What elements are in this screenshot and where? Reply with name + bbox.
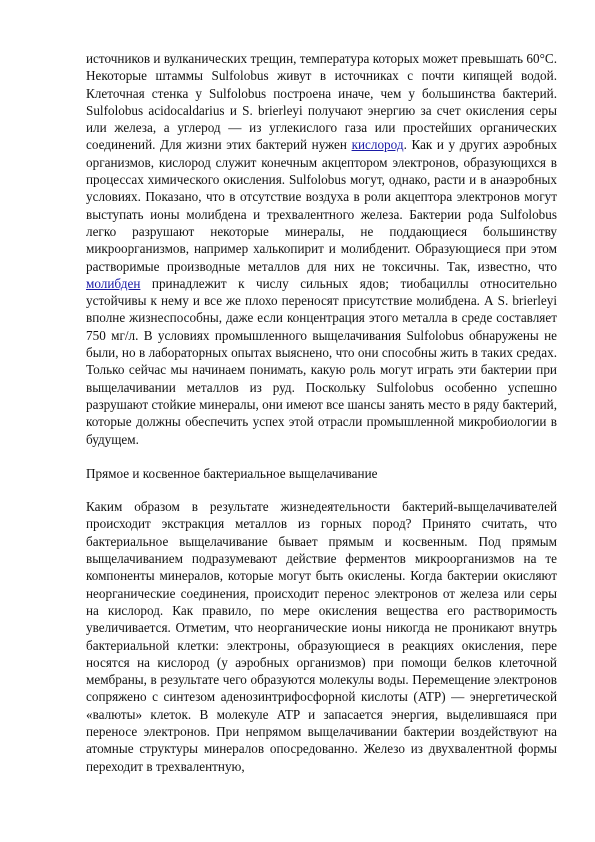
paragraph-sulfolobus <box>86 50 557 448</box>
paragraph-text: принадлежит к числу сильных ядов; тиобациллы относительно устойчивы к нему и все же плохо переносят присутствие молибдена. А S. brierleyi вполне жизнеспособны, даже если концентрация этого металла в среде составляет 750 мг/л. В условиях промышленного выщелачивания Sulfolobus обнаружены не были, но в лабораторных опытах выяснено, что они способны жить в таких средах. Только сейчас мы начинаем понимать, какую роль могут играть эти бактерии при выщелачивании металлов из руд. Поскольку Sulfolobus особенно успешно разрушают стойкие минералы, они имеют все шансы занять место в ряду бактерий, которые должны обеспечить успех этой отрасли промышленной микробиологии в будущем. <box>86 275 557 447</box>
link-oxygen[interactable]: кислород <box>351 137 404 153</box>
link-molybdenum[interactable]: молибден <box>86 275 141 291</box>
paragraph-leaching: Каким образом в результате жизнедеятельности бактерий-выщелачивателей происходит экстракция металлов из горных пород? Принято считать, что бактериальное выщелачивание бывает прямым и косвенным. Под прямым выщелачиванием подразумевают действие ферментов микроорганизмов на те компоненты минералов, которые могут быть окислены. Когда бактерии окисляют неорганические соединения, происходит перенос электронов от железа или серы на кислород. Как правило, по мере окисления вещества его растворимость увеличивается. Отметим, что неорганические ионы никогда не проникают внутрь бактериальной клетки: электроны, образующиеся в реакциях окисления, пере носятся на кислород (у аэробных организмов) при помощи белков клеточной мембраны, в результате чего образуются молекулы воды. Перемещение электронов сопряжено с синтезом аденозинтрифосфорной кислоты (ATP) — энергетической «валюты» клеток. В молекуле ATP и запасается энергия, выделившаяся при переносе электронов. При непрямом выщелачивании бактерии воздействуют на атомные структуры минералов опосредованно. Железо из двухвалентной формы переходит в трехвалентную, <box>86 499 557 774</box>
paragraph-text: источников и вулканических трещин, температура которых может превышать 60°C. Некоторые штаммы Sulfolobus живут в источниках с почти кипящей водой. Клеточная стенка у Sulfolobus построена иначе, чем у большинства бактерий. Sulfolobus acidocaldarius и S. brierleyi получают энергию за счет окисления серы или железа, а углерод — из углекислого газа или простейших органических соединений. Для жизни этих бактерий нужен <box>86 51 557 153</box>
paragraph-text: . Как и у других аэробных организмов, кислород служит конечным акцептором электронов, образующихся в процессах химического окисления. Sulfolobus могут, однако, расти и в анаэробных условиях. Показано, что в отсутствие воздуха в роли акцептора электронов могут выступать ионы молибдена и трехвалентного железа. Бактерии рода Sulfolobus легко разрушают некоторые минералы, не поддающиеся большинству микроорганизмов, например халькопирит и молибденит. Образующиеся при этом растворимые производные металлов для них не токсичны. Так, известно, что <box>86 137 557 274</box>
section-heading: Прямое и косвенное бактериальное выщелачивание <box>86 465 378 481</box>
